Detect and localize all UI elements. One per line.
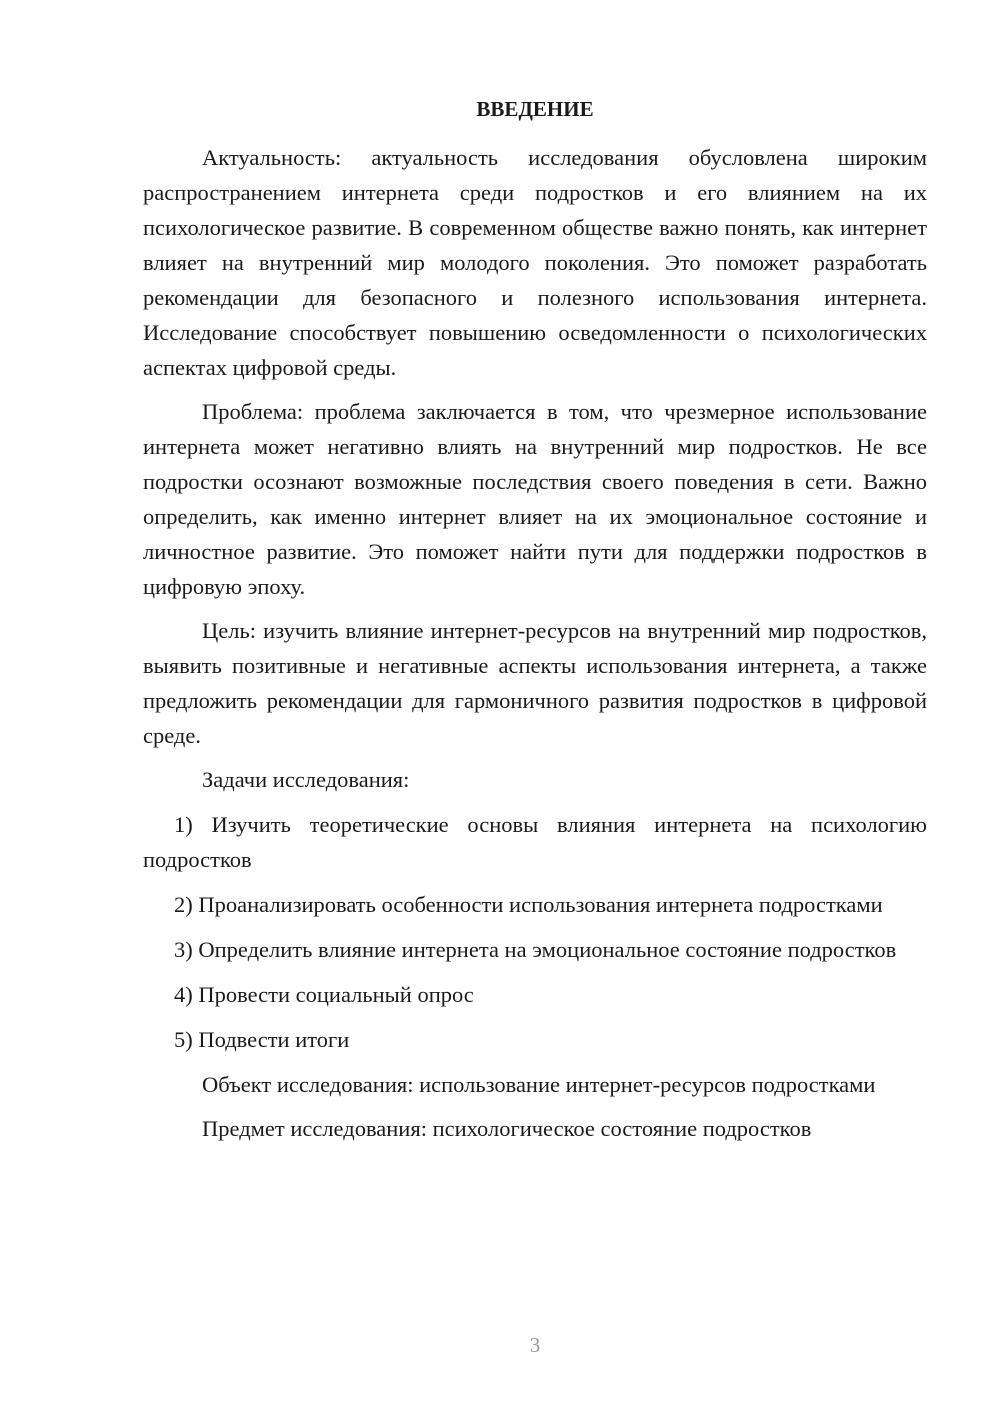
- page-number: 3: [529, 1333, 541, 1357]
- object-paragraph: Объект исследования: использование интернет-ресурсов подростками: [202, 1072, 876, 1097]
- document-page: [143, 92, 927, 1146]
- task-item-3: 3) Определить влияние интернета на эмоциональное состояние подростков: [174, 937, 897, 962]
- section-title: ВВЕДЕНИЕ: [476, 97, 594, 121]
- task-item-1: 1) Изучить теоретические основы влияния интернета на психологию подростков: [143, 812, 927, 872]
- task-item-5: 5) Подвести итоги: [174, 1027, 350, 1052]
- subject-paragraph: Предмет исследования: психологическое состояние подростков: [202, 1116, 812, 1141]
- task-item-4: 4) Провести социальный опрос: [174, 982, 474, 1007]
- goal-paragraph: Цель: изучить влияние интернет-ресурсов на внутренний мир подростков, выявить позитивные и негативные аспекты использования интернета, а также предложить рекомендации для гармоничного развития подростков в цифровой среде.: [143, 618, 927, 748]
- task-item-2: 2) Проанализировать особенности использования интернета подростками: [174, 892, 883, 917]
- tasks-heading: Задачи исследования:: [202, 767, 410, 792]
- relevance-paragraph: Актуальность: актуальность исследования обусловлена широким распространением интернета среди подростков и его влиянием на их психологическое развитие. В современном обществе важно понять, как интернет влияет на внутренний мир молодого поколения. Это поможет разработать рекомендации для безопасного и полезного использования интернета. Исследование способствует повышению осведомленности о психологических аспектах цифровой среды.: [143, 145, 927, 380]
- problem-paragraph: Проблема: проблема заключается в том, что чрезмерное использование интернета может негативно влиять на внутренний мир подростков. Не все подростки осознают возможные последствия своего поведения в сети. Важно определить, как именно интернет влияет на их эмоциональное состояние и личностное развитие. Это поможет найти пути для поддержки подростков в цифровую эпоху.: [143, 399, 927, 599]
